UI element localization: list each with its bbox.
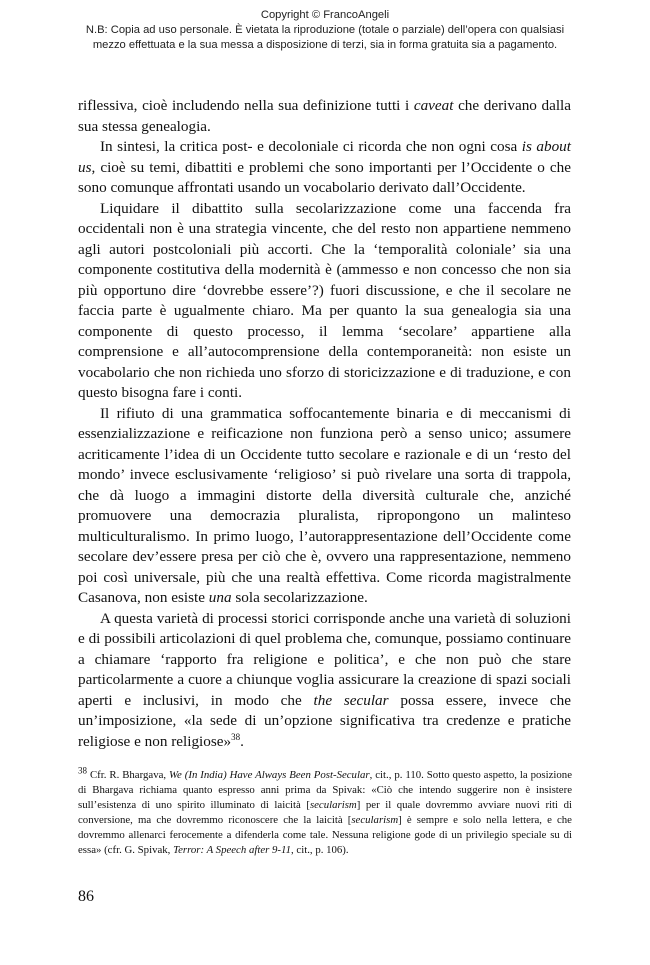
copyright-line: Copyright © FrancoAngeli: [260, 9, 390, 21]
paragraph-2: In sintesi, la critica post- e decoloniale ci ricorda che non ogni cosa is about us, cioè su temi, dibattiti e problemi che sono importanti per l’Occidente o che sono comunque affrontati usando un vocabolario derivato dall’Occidente.: [78, 138, 571, 196]
emphasis-una: una: [208, 589, 232, 606]
copyright-header: [0, 8, 650, 53]
body-text: [78, 96, 571, 752]
footnote-38: $^{38}$ Cfr. R. Bhargava, We (In India) Have Always Been Post-Secular, cit., p. 110. Sotto questo aspetto, la posizione di Bhargava richiama quanto espresso anni prima da Spivak: «Ciò che intendo suggerire non è insistere sull’esistenza di uno spirito illuminato di laicità [secularism] per il quale dovremmo avviare nuovi riti di conversione, ma che dovremmo riconoscere che la laicità [secularism] è sempre e solo nella lettera, e che dovremmo allenarci ferocemente a difenderla come tale. Nessuna religione gode di un privilegio speciale su di essa» (cfr. G. Spivak, Terror: A Speech after 9-11, cit., p. 106).: [78, 765, 572, 856]
footnote-title-spivak: Terror: A Speech after 9-11: [173, 844, 292, 856]
paragraph-5: A questa varietà di processi storici corrisponde anche una varietà di soluzioni e di possibili articolazioni di quel problema che, comunque, possiamo continuare a chiamare ‘rapporto fra religione e politica’, e che non può che stare particolarmente a cuore a chiunque voglia assicurare la creazione di spazi sociali aperti e inclusivi, in modo che the secular possa essere, invece che un’imposizione, «la sede di un’opzione significativa tra credenze e pratiche religiose e non religiose»$^{38}$.: [78, 609, 572, 750]
footnote-reference-38[interactable]: 38: [231, 731, 241, 742]
paragraph-4: Il rifiuto di una grammatica soffocantemente binaria e di meccanismi di essenzializzazione e reificazione non funziona però a senso unico; assumere acriticamente l’idea di un Occidente tutto secolare e razionale e di un ‘resto del mondo’ invece esclusivamente ‘religioso’ si può rivelare una sorta di trappola, che dà luogo a immagini distorte della diversità culturale che, anziché promuovere una democrazia pluralista, ripropongono un malinteso multiculturalismo. In primo luogo, l’autorappresentazione dell’Occidente come secolare dev’essere presa per ciò che è, ovvero una rappresentazione, nemmeno poi così universale, più che una realtà effettiva. Come ricorda magistralmente Casanova, non esiste una sola secolarizzazione.: [78, 404, 571, 606]
paragraph-1: riflessiva, cioè includendo nella sua definizione tutti i caveat che derivano dalla sua stessa genealogia.: [78, 97, 571, 135]
footnote-term-secularism-1: secularism: [309, 799, 357, 811]
copyright-notice-line-2: mezzo effettuata e la sua messa a disposizione di terzi, sia in forma gratuita sia a pagamento.: [92, 39, 558, 51]
footnote-number: 38: [78, 765, 87, 776]
emphasis-the-secular: the secular: [313, 691, 389, 709]
footnote-term-secularism-2: secularism: [351, 814, 399, 826]
emphasis-caveat: caveat: [413, 97, 454, 114]
emphasis-is-about-us: is about us: [78, 138, 571, 176]
copyright-notice-line-1: N.B: Copia ad uso personale. È vietata la riproduzione (totale o parziale) dell’opera con qualsiasi: [85, 24, 565, 36]
footnote-title-bhargava: We (In India) Have Always Been Post-Secular: [169, 769, 370, 781]
page-number: 86: [78, 888, 94, 905]
paragraph-3: Liquidare il dibattito sulla secolarizzazione come una faccenda fra occidentali non è una strategia vincente, che del resto non appartiene nemmeno agli autori postcoloniali più accorti. Che la ‘temporalità coloniale’ sia una componente costitutiva della modernità è (ammesso e non concesso che non sia più opportuno dire ‘dovrebbe essere’?) fuori discussione, e che il secolare ne faccia parte è ugualmente chiaro. Ma per quanto la sua genealogia sia una componente di questo processo, il lemma ‘secolare’ appartiene alla comprensione e all’autocomprensione della contemporaneità: non esiste un vocabolario che non richieda uno sforzo di storicizzazione e di traduzione, e con questo bisogna fare i conti.: [78, 199, 571, 401]
